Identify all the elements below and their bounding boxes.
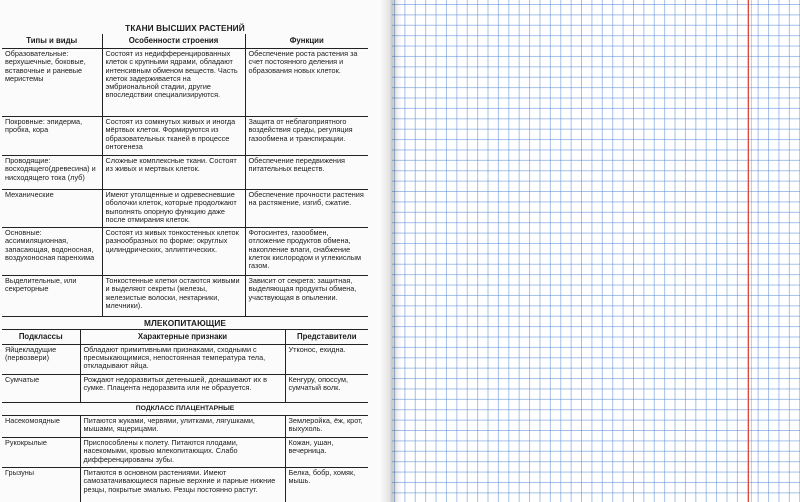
tissues-header-row [2, 34, 368, 49]
table-cell: Грызуны [2, 468, 80, 502]
mammals-header-row [2, 330, 368, 345]
table-row [2, 374, 368, 402]
table-cell: Утконос, ехидна. [285, 344, 368, 374]
margin-line [748, 0, 749, 502]
table-row [2, 156, 368, 190]
table-cell: Сложные комплексные ткани. Состоят из живых и мертвых клеток. [102, 156, 245, 190]
mammals-col-header: Характерные признаки [80, 330, 285, 345]
tissues-col-header: Типы и виды [2, 34, 102, 49]
tissues-title: ТКАНИ ВЫСШИХ РАСТЕНИЙ [125, 23, 245, 33]
table-cell: Зависит от секрета: защитная, выделяющая продукты обмена, участвующая в опылении. [245, 276, 368, 316]
table-row [2, 228, 368, 276]
mammals-col-header: Представители [285, 330, 368, 345]
table-row [2, 438, 368, 468]
table-cell: Фотосинтез, газообмен, отложение продуктов обмена, накопление влаги, снабжение клеток кислородом и углекислым газом. [245, 228, 368, 276]
table-cell: Питаются в основном растениями. Имеют самозатачивающиеся парные верхние и парные нижние резцы, покрытые эмалью. Резцы постоянно растут. [80, 468, 285, 502]
tissues-col-header: Функции [245, 34, 368, 49]
table-cell: Рождают недоразвитых детенышей, донашивают их в сумке. Плацента недоразвита или не образуется. [80, 374, 285, 402]
table-row [2, 49, 368, 117]
page-content [2, 22, 368, 502]
table-cell: Рукокрылые [2, 438, 80, 468]
table-cell: Обладают примитивными признаками, сходными с пресмыкающимися, непостоянная температура тела, откладывают яйца. [80, 344, 285, 374]
mammals-title: МЛЕКОПИТАЮЩИЕ [2, 316, 368, 330]
table-cell: Яйцекладущие (первозвери) [5, 344, 57, 363]
grid-page [392, 0, 800, 502]
notebook-spine [380, 0, 402, 502]
table-cell: Обеспечение прочности растения на растяжение, изгиб, сжатие. [245, 190, 368, 228]
table-row [2, 416, 368, 438]
table-cell: Приспособлены к полету. Питаются плодами, насекомыми, кровью млекопитающих. Слабо дифференцированы зубы. [80, 438, 285, 468]
table-cell: Кожан, ушан, вечерница. [285, 438, 368, 468]
table-row [2, 117, 368, 156]
table-cell: Землеройка, ёж, крот, выхухоль. [285, 416, 368, 438]
table-row [2, 468, 368, 502]
table-cell: Сумчатые [2, 374, 80, 402]
tissues-col-header: Особенности строения [102, 34, 245, 49]
table-row [2, 276, 368, 316]
left-page [0, 0, 392, 502]
table-cell: Питаются жуками, червями, улитками, лягушками, мышами, ящерицами. [80, 416, 285, 438]
table-cell: Обеспечение роста растения за счет постоянного деления и образования новых клеток. [245, 49, 368, 117]
table-cell: Состоят из недифференцированных клеток с крупными ядрами, обладают интенсивным обменом веществ. Часть клеток задерживается на эмбриональной стадии, другие впоследствии специализируются. [102, 49, 245, 117]
table-row [2, 344, 368, 374]
table-cell: Состоят из живых тонкостенных клеток разнообразных по форме: округлых цилиндрических, эллиптических. [102, 228, 245, 276]
tissues-table [2, 34, 368, 316]
mammals-table [2, 330, 368, 502]
table-cell: Покровные: эпидерма, пробка, кора [2, 117, 102, 156]
table-cell: Основные: ассимиляционная, запасающая, водоносная, воздухоносная паренхима [2, 228, 102, 276]
placental-subheader-row [2, 402, 368, 415]
table-cell: Белка, бобр, хомяк, мышь. [285, 468, 368, 502]
table-cell: Образовательные: верхушечные, боковые, вставочные и раневые меристемы [5, 49, 86, 83]
table-cell: Кенгуру, опоссум, сумчатый волк. [285, 374, 368, 402]
table-row [2, 190, 368, 228]
mammals-col-header: Подклассы [2, 330, 80, 345]
margin-line-shadow [751, 0, 752, 502]
placental-subheader: ПОДКЛАСС ПЛАЦЕНТАРНЫЕ [2, 402, 368, 415]
table-cell: Имеют утолщенные и одревесневшие оболочки клеток, которые продолжают выполнять опорную функцию даже после отмирания клеток. [102, 190, 245, 228]
table-cell: Защита от неблагоприятного воздействия среды, регуляция газообмена и транспирации. [245, 117, 368, 156]
table-cell: Выделительные, или секреторные [2, 276, 102, 316]
table-cell: Проводящие: восходящего(древесина) и нисходящего тока (луб) [2, 156, 102, 190]
table-cell: Насекомоядные [2, 416, 80, 438]
table-cell: Механические [2, 190, 102, 228]
table-cell: Тонкостенные клетки остаются живыми и выделяют секреты (железы, железистые волоски, нектарники, млечники). [102, 276, 245, 316]
table-cell: Состоят из сомкнутых живых и иногда мёртвых клеток. Формируются из образовательных тканей в процессе онтогенеза [102, 117, 245, 156]
table-cell: Обеспечение передвижения питательных веществ. [245, 156, 368, 190]
